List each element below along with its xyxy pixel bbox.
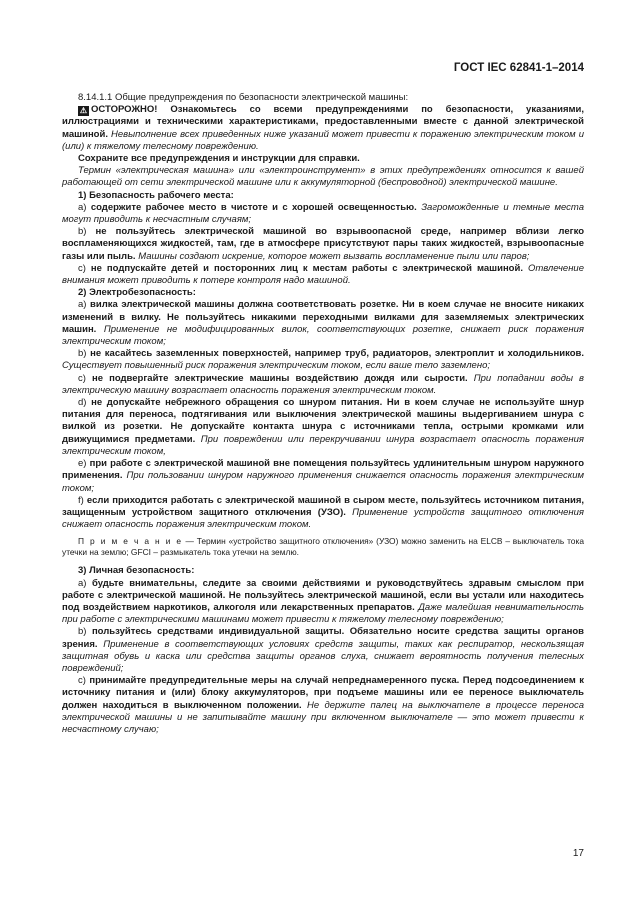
list-item: c) не подвергайте электрические машины воздействию дождя или сырости. При попадании воды в электрическую машину возрастает опасность поражения электрическим током. bbox=[62, 372, 585, 396]
list-item: a) содержите рабочее место в чистоте и с хорошей освещенностью. Загроможденные и темные места могут приводить к несчастным случаям; bbox=[62, 201, 585, 226]
document-body bbox=[62, 92, 584, 736]
list-item: c) принимайте предупредительные меры на случай непреднамеренного пуска. Перед подсоединением к источнику питания и (или) блоку аккумуляторов, при подъеме машины или ее переносе выключатель должен находиться в выключенном положении. Не держите палец на выключателе в процессе переноса электрической машины и не запитывайте машину при включенном выключателе — это может привести к несчастному случаю; bbox=[62, 675, 585, 735]
list-item: e) при работе с электрической машиной вне помещения пользуйтесь удлинительным шнуром наружного применения. При пользовании шнуром наружного применения снижается опасность поражения электрическим током; bbox=[62, 458, 585, 494]
document-header: ГОСТ IEC 62841-1–2014 bbox=[453, 62, 584, 74]
subsection-title: 1) Безопасность рабочего места: bbox=[78, 189, 234, 201]
note: П р и м е ч а н и е — Термин «устройство защитного отключения» (УЗО) можно заменить на ELCB – выключатель тока утечки на землю; GFCI – размыкатель тока утечки на землю. bbox=[62, 536, 584, 558]
page-number: 17 bbox=[572, 848, 584, 859]
subsection-title: 2) Электробезопасность: bbox=[78, 287, 196, 299]
term-definition: Термин «электрическая машина» или «электроинструмент» в этих предупреждениях относится к вашей работающей от сети электрической машине или к аккумуляторной (беспроводной) электрической машине. bbox=[62, 165, 584, 189]
list-item: d) не допускайте небрежного обращения со шнуром питания. Ни в коем случае не используйте шнур питания для переноса, подтягивания или выключения электрической машины выдергиванием шнура с вилкой из розетки. Не допускайте контакта шнура с источниками тепла, острыми кромками или движущимися предметами. При повреждении или перекручивании шнура возрастает опасность поражения электрическим током, bbox=[62, 397, 585, 457]
list-item: a) будьте внимательны, следите за своими действиями и руководствуйтесь здравым смыслом при работе с электрической машиной. Не пользуйтесь электрической машиной, если вы устали или находитесь под воздействием наркотиков, алкоголя или лекарственных препаратов. Даже малейшая невнимательность при работе с электрическими машинами может привести к тяжелому телесному повреждению; bbox=[62, 577, 584, 626]
list-item: a) вилка электрической машины должна соответствовать розетке. Ни в коем случае не вносите никаких изменений в вилку. Не пользуйтесь никакими переходными вилками для заземляемых электрических машин. Применение не модифицированных вилок, соответствующих розетке, снижает риск поражения электрическим током; bbox=[62, 299, 585, 348]
list-item: c) не подпускайте детей и посторонних лиц к местам работы с электрической машиной. Отвлечение внимания может приводить к потере контроля надо машиной. bbox=[62, 262, 585, 287]
section-title: 8.14.1.1 Общие предупреждения по безопасности электрической машины: bbox=[78, 92, 409, 103]
list-item: b) не пользуйтесь электрической машиной во взрывоопасной среде, например вблизи легко воспламеняющихся жидкостей, там, где в атмосфере присутствуют пары таких жидкостей, взрывоопасные газы или пыль. Машины создают искрение, которое может вызвать воспламенение пыли или паров; bbox=[62, 226, 585, 262]
warning-paragraph: ⚠ ОСТОРОЖНО! Ознакомьтесь со всеми предупреждениями по безопасности, указаниями, иллюстрациями и техническими характеристиками, предоставленными вместе с данной электрической машиной. Невыполнение всех приведенных ниже указаний может привести к поражению электрическим током и (или) к тяжелому телесному повреждению. bbox=[62, 104, 585, 152]
save-instructions: Сохраните все предупреждения и инструкции для справки. bbox=[78, 153, 360, 165]
list-item: f) если приходится работать с электрической машиной в сыром месте, пользуйтесь источником питания, защищенным устройством защитного отключения (УЗО). Применение устройств защитного отключения снижает опасность поражения электрическим током. bbox=[62, 494, 585, 531]
subsection-title: 3) Личная безопасность: bbox=[78, 565, 195, 577]
list-item: b) пользуйтесь средствами индивидуальной защиты. Обязательно носите средства защиты органов зрения. Применение в соответствующих условиях средств защиты, таких как респиратор, нескользящая защитная обувь и каска или средства защиты органов слуха, снижает вероятность получения телесных повреждений; bbox=[62, 626, 584, 674]
list-item: b) не касайтесь заземленных поверхностей, например труб, радиаторов, электроплит и холодильников. Существует повышенный риск поражения электрическим током, если ваше тело заземлено; bbox=[62, 348, 584, 372]
warning-book-icon: ⚠ bbox=[79, 106, 88, 116]
